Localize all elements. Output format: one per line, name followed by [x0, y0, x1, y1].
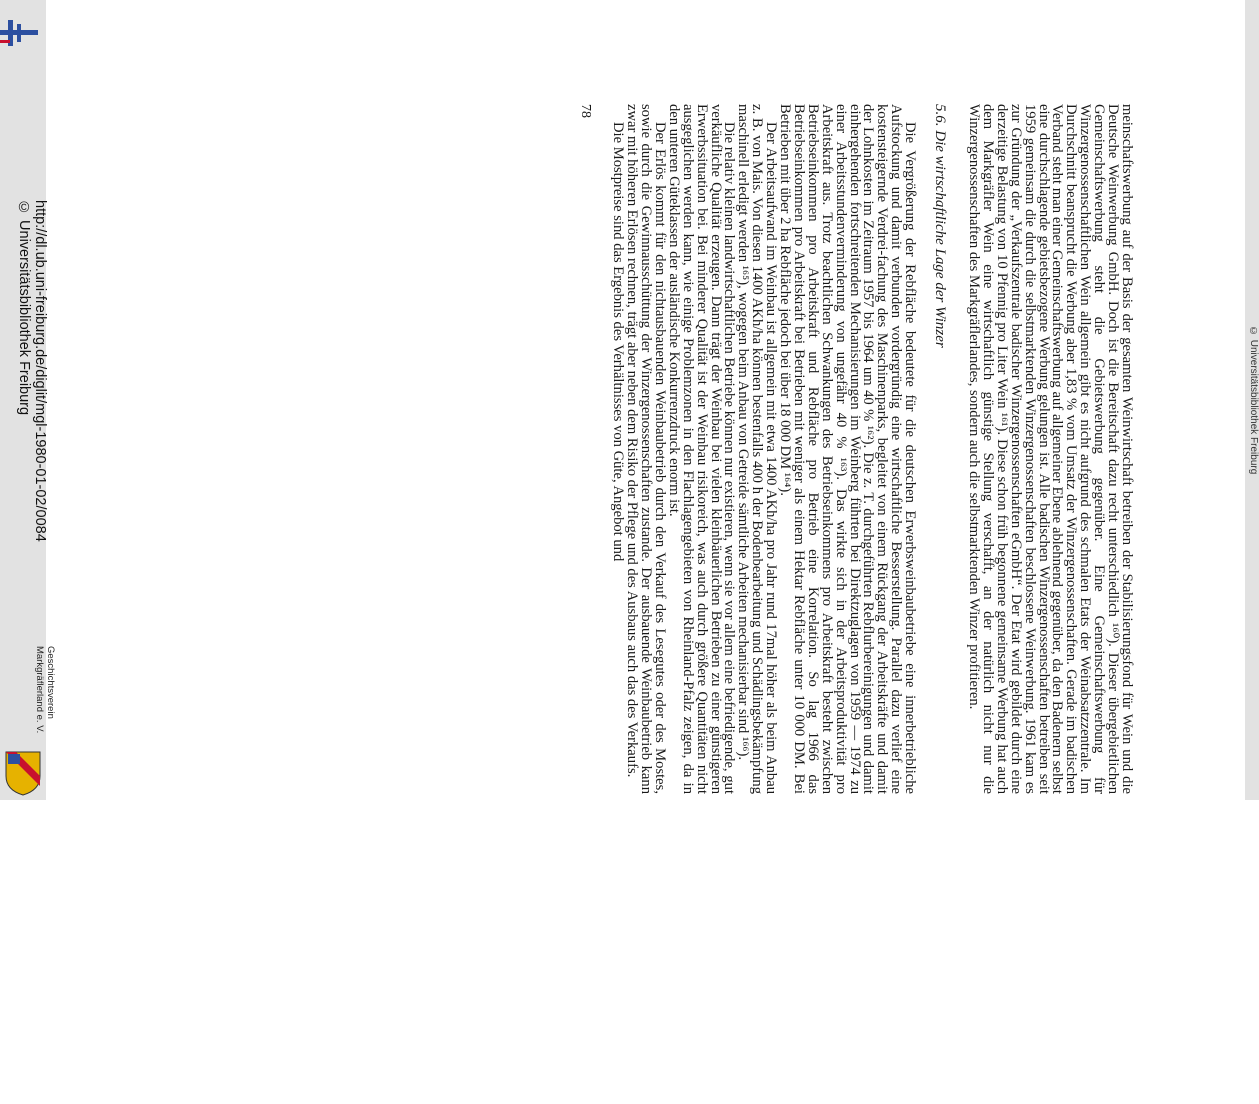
society-crest-icon: [4, 750, 42, 796]
scanned-page: [163, 104, 1135, 1104]
paragraph-4: Der Erlös kommt für den nichtausbauenden Weinbaubetrieb durch den Verkauf des Lesegutes oder des Mostes, sowie durch die Gewinnausschüttung der Winzergenossenschaften zustande. Der ausbauende Weinbaubetrieb kann zwar mit höheren Erlösen rechnen, trägt aber neben dem Risiko der Pflege und des Ausbaus auch das des Verkaufs.: [624, 104, 668, 794]
society-label-line2: Markgräflerland e. V.: [34, 646, 45, 734]
right-edge-text: © Universitätsbibliothek Freiburg: [1248, 325, 1259, 475]
copyright-text: © Universitätsbibliothek Freiburg: [16, 200, 32, 416]
paragraph-1: Die Vergrößerung der Rebfläche bedeutete für die deutschen Erwerbsweinbaubetriebe eine innerbetriebliche Aufstockung und damit verbunden vordergründig eine wirtschaftliche Besserstellung. Parallel dazu verlief eine kostensteigernde Verdrei-fachung des Maschinenparks, begleitet von einem Rückgang der Arbeitskräfte und damit der Lohnkosten im Zeitraum 1957 bis 1964 um 40 % ¹⁶²). Die z. T. durchgeführten Rebflurbereinigungen und damit einhergehenden fortschreitenden Mechanisierungen im Weinberg führten bei Direktzuglagen von 1959 — 1974 zu einer Arbeitsstundenverminderung von ungefähr 40 % ¹⁶³). Das wirkte sich in der Arbeitsproduktivität pro Arbeitskraft aus. Trotz beachtlichen Schwankungen des Betriebseinkommens pro Arbeitskraft besteht zwischen Betriebseinkommen pro Arbeitskraft und Rebfläche pro Betrieb eine Korrelation. So lag 1966 das Betriebseinkommen pro Arbeitskraft bei Betrieben mit weniger als einem Hektar Rebfläche unter 10 000 DM. Bei Betrieben mit über 2 ha Rebfläche jedoch bei über 18 000 DM ¹⁶⁴).: [777, 104, 919, 794]
page-number: 78: [578, 104, 594, 118]
right-sidebar: [1245, 0, 1259, 800]
section-heading: 5.6. Die wirtschaftliche Lage der Winzer: [932, 104, 949, 348]
paragraph-3: Die relativ kleinen landwirtschaftlichen Betriebe können nur existieren, wenn sie vor allem eine befriedigende, gut verkäufliche Qualität erzeugen. Dann trägt der Weinbau bei vielen kleinbäuerlichen Betrieben zu einer günstigeren Erwerbssituation bei. Bei minderer Qualität ist der Weinbau risikoreich, was auch durch größere Quantitäten nicht ausgeglichen werden kann, wie einige Problemzonen in den Flachlagengebieten von Rheinland-Pfalz zeigen, da in den unteren Güteklassen der ausländische Konkurrenzdruck enorm ist.: [665, 104, 738, 794]
url-text[interactable]: http://dl.ub.uni-freiburg.de/diglit/mgl-1980-01-02/0084: [32, 200, 48, 542]
intro-paragraph: meinschaftswerbung auf der Basis der gesamten Weinwirtschaft betreiben der Stabilisierungsfond für Wein und die Deutsche Weinwerbung GmbH. Doch ist die Bereitschaft dazu recht unterschiedlich ¹⁶⁰). Dieser übergebietlichen Gemeinschaftswerbung steht die Gebietswerbung gegenüber. Eine Gemeinschaftswerbung für Winzergenossenschaftlichen Wein allgemein gibt es nicht aufgrund des schmalen Etats der Weinabsatzzentrale. Im Durchschnitt beansprucht die Werbung aber 1,83 % vom Umsatz der Winzergenossenschaften. Gerade im badischen Verband steht man einer Gemeinschaftswerbung auf allgemeiner Ebene ablehnend gegenüber, da den Badenern selbst eine durchschlagende gebietsbezogene Werbung gelungen ist. Alle badischen Winzergenossenschaften betreiben seit 1959 gemeinsam die durch die selbstmarktenden Winzergenossenschaften beschlossene Weinwerbung. 1961 kam es zur Gründung der „Verkaufszentrale badischer Winzergenossenschaften eGmbH“. Der Etat wird gebildet durch eine derzeitige Belastung von 10 Pfennig pro Liter Wein ¹⁶¹). Diese schon früh begonnene gemeinsame Werbung hat auch dem Markgräfler Wein eine wirtschaftlich günstige Stellung verschafft, an der natürlich nicht nur die Winzergenossenschaften des Markgräflerlandes, sondern auch die selbstmarktenden Winzer profitieren.: [966, 104, 1135, 794]
society-label-line1: Geschichtsverein: [45, 646, 56, 719]
paragraph-5: Die Mostpreise sind das Ergebnis des Verhältnisses von Güte, Angebot und: [610, 122, 627, 562]
page-content: [133, 104, 1133, 794]
library-logo-icon[interactable]: [0, 14, 38, 52]
society-label: [34, 646, 56, 733]
left-sidebar: [0, 0, 56, 800]
paragraph-2: Der Arbeitsaufwand im Weinbau ist allgemein mit etwa 1400 AKh/ha pro Jahr rund 17mal höher als beim Anbau z. B. von Mais. Von diesen 1400 AKh/ha können bestenfalls 400 h der Bodenbearbeitung und Schädlingsbekämpfung maschinell erledigt werden ¹⁶⁵), wogegen beim Anbau von Getreide sämtliche Arbeiten mechanisierbar sind ¹⁶⁶).: [735, 104, 780, 794]
